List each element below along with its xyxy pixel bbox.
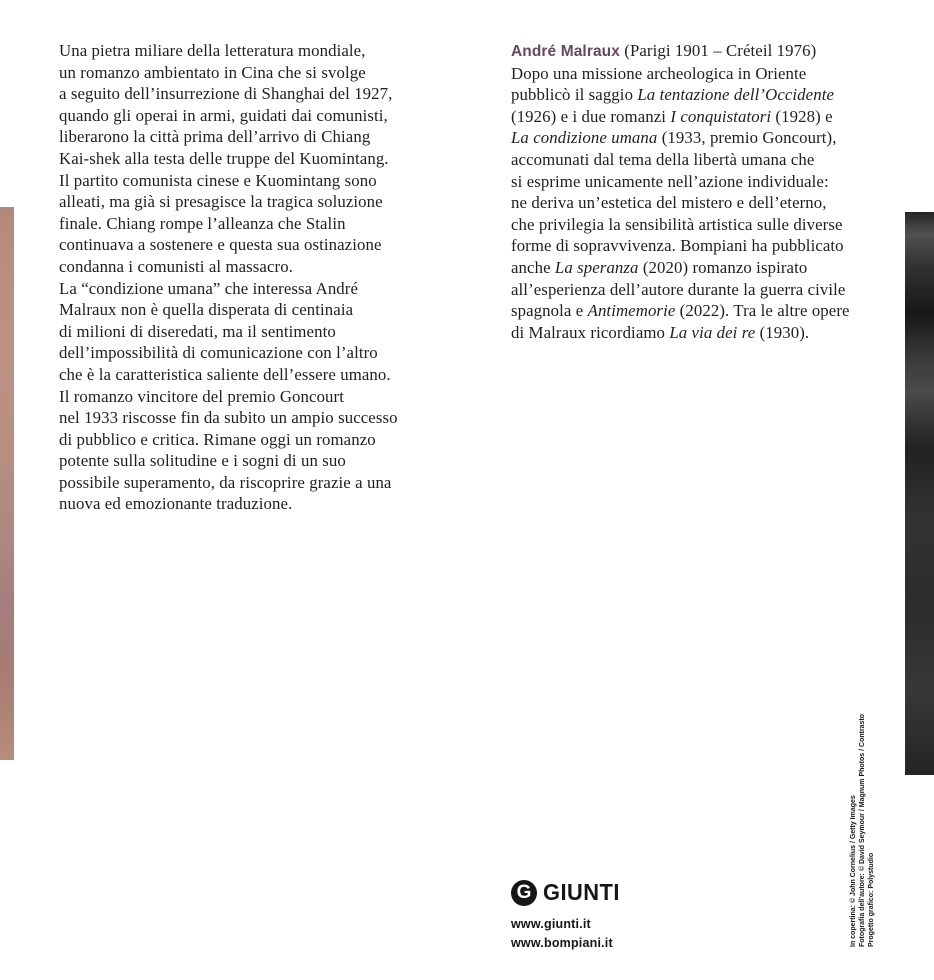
left-photo-strip — [0, 207, 14, 760]
author-bio-text: André Malraux (Parigi 1901 – Créteil 1976) Dopo una missione archeologica in Oriente pubblicò il saggio La tentazione dell’Occidente (1926) e i due romanzi I conquistatori (1928) e La condizione umana (1933, premio Goncourt), accomunati dal tema della libertà umana che si esprime unicamente nell’azione individuale: ne deriva un’estetica del mistero e dell’eterno, che privilegia la sensibilità artistica sulle diverse forme di sopravvivenza. Bompiani ha pubblicato anche La speranza (2020) romanzo ispirato all’esperienza dell’autore durante la guerra civile spagnola e Antimemorie (2022). Tra le altre opere di Malraux ricordiamo La via dei re (1930). — [511, 41, 850, 342]
giunti-wordmark: GIUNTI — [543, 879, 620, 905]
publisher-block — [511, 879, 624, 953]
photo-credits: In copertina: © John Cornelius / Getty Images Fotografia dell’autore: © David Seymour / Magnum Photos / Contrasto Progetto grafico: Polystudio — [850, 713, 875, 947]
giunti-g-icon: G — [511, 880, 537, 906]
website-giunti: www.giunti.it — [511, 917, 591, 931]
giunti-logo — [511, 879, 624, 906]
right-photo-strip — [905, 212, 934, 775]
synopsis-text: Una pietra miliare della letteratura mondiale, un romanzo ambientato in Cina che si svolge a seguito dell’insurrezione di Shanghai del 1927, quando gli operai in armi, guidati dai comunisti, liberarono la città prima dell’arrivo di Chiang Kai-shek alla testa delle truppe del Kuomintang. Il partito comunista cinese e Kuomintang sono alleati, ma già si presagisce la tragica soluzione finale. Chiang rompe l’alleanza che Stalin continuava a sostenere e questa sua ostinazione condanna i comunisti al massacro. La “condizione umana” che interessa André Malraux non è quella disperata di centinaia di milioni di diseredati, ma il sentimento dell’impossibilità di comunicazione con l’altro che è la caratteristica saliente dell’essere umano. Il romanzo vincitore del premio Goncourt nel 1933 riscosse fin da subito un ampio successo di pubblico e critica. Rimane oggi un romanzo potente sulla solitudine e i sogni di un suo possibile superamento, da riscoprire grazie a una nuova ed emozionante traduzione. — [59, 41, 398, 514]
website-bompiani: www.bompiani.it — [511, 936, 613, 950]
publisher-websites — [511, 915, 624, 953]
